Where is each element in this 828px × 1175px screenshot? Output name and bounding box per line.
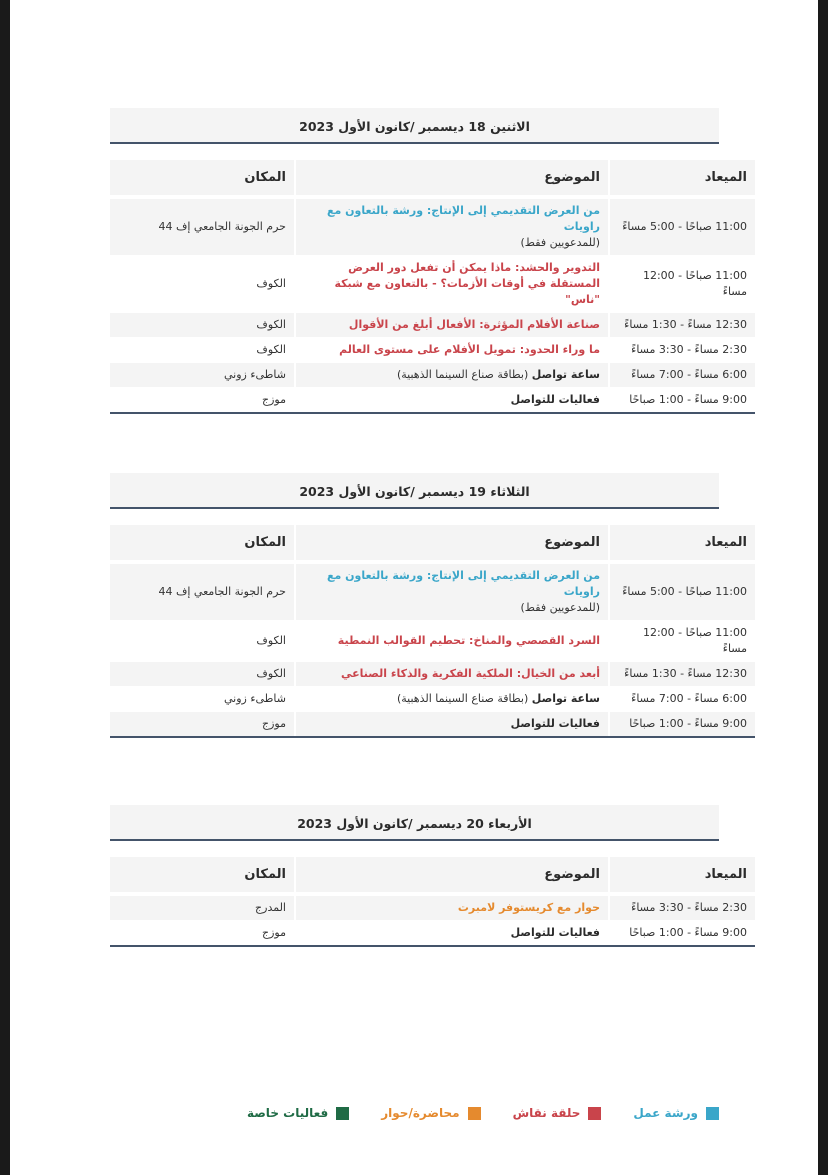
page xyxy=(10,0,818,1175)
cell-topic xyxy=(295,921,609,947)
column-header-place: المكان xyxy=(110,160,295,197)
schedule-table xyxy=(110,525,755,738)
session-note: (بطاقة صناع السينما الذهبية) xyxy=(396,368,532,381)
session-title: ساعة تواصل xyxy=(531,692,600,705)
cell-topic xyxy=(295,662,609,687)
cell-place: الكوف xyxy=(110,256,295,313)
legend-label: حلقة نقاش xyxy=(512,1106,581,1120)
table-row xyxy=(110,338,755,363)
table-header-row xyxy=(110,160,755,197)
cell-time: 11:00 صباحًا - 12:00 مساءً xyxy=(609,256,755,313)
cell-place: الكوف xyxy=(110,621,295,662)
column-header-topic: الموضوع xyxy=(295,857,609,894)
legend-swatch xyxy=(468,1107,481,1120)
cell-time: 9:00 مساءً - 1:00 صباحًا xyxy=(609,921,755,947)
cell-time: 6:00 مساءً - 7:00 مساءً xyxy=(609,687,755,712)
cell-place: الكوف xyxy=(110,338,295,363)
cell-topic xyxy=(295,562,609,621)
cell-place: موزج xyxy=(110,921,295,947)
table-row xyxy=(110,562,755,621)
table-row xyxy=(110,363,755,388)
cell-time: 11:00 صباحًا - 5:00 مساءً xyxy=(609,562,755,621)
table-row xyxy=(110,621,755,662)
legend-swatch xyxy=(588,1107,601,1120)
legend-item-panel xyxy=(513,1106,602,1120)
day-schedule-tuesday xyxy=(110,473,747,738)
legend-swatch xyxy=(336,1107,349,1120)
table-row xyxy=(110,712,755,738)
schedule-table xyxy=(110,160,755,414)
cell-topic xyxy=(295,363,609,388)
session-title: فعاليات للتواصل xyxy=(510,717,600,730)
cell-topic xyxy=(295,621,609,662)
cell-place: شاطىء زوني xyxy=(110,363,295,388)
column-header-time: الميعاد xyxy=(609,160,755,197)
cell-place: حرم الجونة الجامعي إف 44 xyxy=(110,562,295,621)
table-header-row xyxy=(110,857,755,894)
cell-place: الكوف xyxy=(110,313,295,338)
session-title: التدوير والحشد: ماذا يمكن أن تفعل دور العرض المستقلة في أوقات الأزمات؟ - بالتعاون مع شبكة "ناس" xyxy=(334,261,600,306)
column-header-topic: الموضوع xyxy=(295,160,609,197)
session-title: فعاليات للتواصل xyxy=(510,926,600,939)
table-row xyxy=(110,313,755,338)
schedule-table xyxy=(110,857,755,947)
cell-time: 12:30 مساءً - 1:30 مساءً xyxy=(609,662,755,687)
column-header-place: المكان xyxy=(110,525,295,562)
session-note: (بطاقة صناع السينما الذهبية) xyxy=(396,692,532,705)
legend-label: ورشة عمل xyxy=(633,1106,698,1120)
cell-time: 2:30 مساءً - 3:30 مساءً xyxy=(609,894,755,921)
cell-time: 2:30 مساءً - 3:30 مساءً xyxy=(609,338,755,363)
legend-label: فعاليات خاصة xyxy=(246,1106,329,1120)
cell-topic xyxy=(295,338,609,363)
legend-item-special xyxy=(247,1106,349,1120)
cell-topic xyxy=(295,687,609,712)
cell-place: الكوف xyxy=(110,662,295,687)
legend-swatch xyxy=(706,1107,719,1120)
session-title: فعاليات للتواصل xyxy=(510,393,600,406)
table-row xyxy=(110,256,755,313)
cell-time: 12:30 مساءً - 1:30 مساءً xyxy=(609,313,755,338)
day-schedule-monday xyxy=(110,108,747,414)
column-header-time: الميعاد xyxy=(609,525,755,562)
cell-time: 9:00 مساءً - 1:00 صباحًا xyxy=(609,388,755,414)
cell-place: موزج xyxy=(110,388,295,414)
session-title: ما وراء الحدود: تمويل الأفلام على مستوى العالم xyxy=(339,343,600,356)
cell-topic xyxy=(295,313,609,338)
cell-place: المدرج xyxy=(110,894,295,921)
table-row xyxy=(110,388,755,414)
cell-time: 6:00 مساءً - 7:00 مساءً xyxy=(609,363,755,388)
cell-place: موزج xyxy=(110,712,295,738)
cell-time: 11:00 صباحًا - 5:00 مساءً xyxy=(609,197,755,256)
session-note: (للمدعويين فقط) xyxy=(520,236,600,249)
column-header-topic: الموضوع xyxy=(295,525,609,562)
cell-place: حرم الجونة الجامعي إف 44 xyxy=(110,197,295,256)
legend-item-talk xyxy=(381,1106,480,1120)
table-row xyxy=(110,921,755,947)
day-header: الثلاثاء 19 ديسمبر /كانون الأول 2023 xyxy=(110,473,719,509)
day-header: الاثنين 18 ديسمبر /كانون الأول 2023 xyxy=(110,108,719,144)
cell-topic xyxy=(295,894,609,921)
session-title: ساعة تواصل xyxy=(531,368,600,381)
cell-topic xyxy=(295,388,609,414)
session-note: (للمدعويين فقط) xyxy=(520,601,600,614)
column-header-place: المكان xyxy=(110,857,295,894)
day-header: الأربعاء 20 ديسمبر /كانون الأول 2023 xyxy=(110,805,719,841)
cell-topic xyxy=(295,256,609,313)
table-row xyxy=(110,197,755,256)
legend-label: محاضرة/حوار xyxy=(381,1106,460,1120)
table-row xyxy=(110,894,755,921)
session-title: أبعد من الخيال: الملكية الفكرية والذكاء الصناعي xyxy=(341,667,600,680)
cell-topic xyxy=(295,712,609,738)
session-title: حوار مع كريستوفر لامبرت xyxy=(457,901,600,914)
session-title: السرد القصصي والمناخ: تحطيم القوالب النمطية xyxy=(337,634,600,647)
table-row xyxy=(110,687,755,712)
table-header-row xyxy=(110,525,755,562)
session-title: من العرض التقديمي إلى الإنتاج: ورشة بالتعاون مع راويات xyxy=(326,204,600,233)
session-title: من العرض التقديمي إلى الإنتاج: ورشة بالتعاون مع راويات xyxy=(326,569,600,598)
table-row xyxy=(110,662,755,687)
legend-item-workshop xyxy=(633,1106,719,1120)
legend xyxy=(110,1106,719,1120)
cell-topic xyxy=(295,197,609,256)
column-header-time: الميعاد xyxy=(609,857,755,894)
session-title: صناعة الأفلام المؤثرة: الأفعال أبلغ من الأقوال xyxy=(348,318,600,331)
cell-time: 9:00 مساءً - 1:00 صباحًا xyxy=(609,712,755,738)
day-schedule-wednesday xyxy=(110,805,747,947)
cell-time: 11:00 صباحًا - 12:00 مساءً xyxy=(609,621,755,662)
cell-place: شاطىء زوني xyxy=(110,687,295,712)
